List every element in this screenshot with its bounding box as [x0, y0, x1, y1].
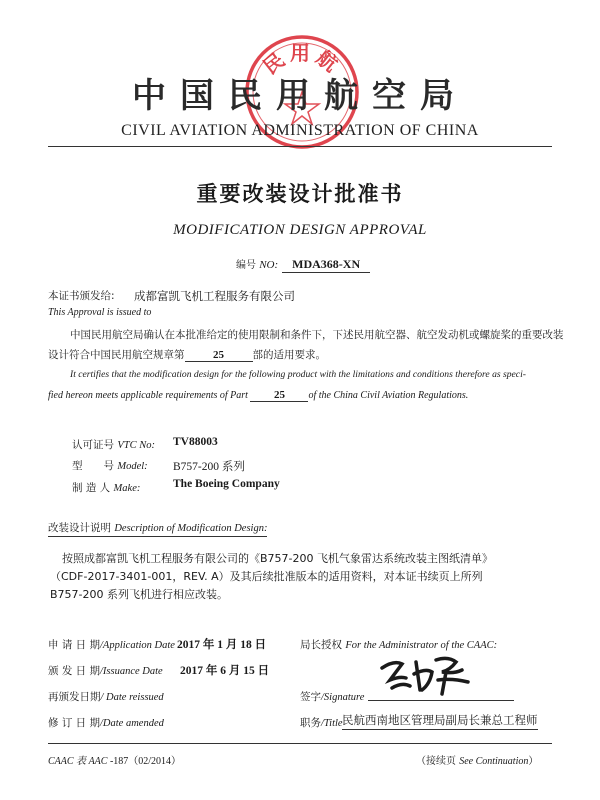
signature-label — [300, 689, 364, 704]
header-divider — [48, 146, 552, 147]
description-label — [48, 520, 267, 537]
statement-en-line1: It certifies that the modification design for the following product with the limitations and conditions therefore as speci- — [70, 369, 526, 380]
issued-to-label-cn: 本证书颁发给: — [48, 290, 115, 302]
description-line2: （CDF-2017-3401-001，REV. A）及其后续批准版本的适用资料，对本证书续页上所列 — [50, 570, 483, 583]
description-label-en: Description of Modification Design: — [114, 523, 268, 534]
continuation-close: ） — [528, 756, 539, 767]
handwritten-signature — [372, 650, 492, 700]
make-label — [72, 480, 140, 495]
title-label-cn: 职务 — [300, 717, 321, 729]
form-number — [48, 752, 181, 767]
amended-date-label — [48, 715, 164, 730]
description-line1: 按照成都富凯飞机工程服务有限公司的《B757-200 飞机气象雷达系统改装主图纸清单》 — [62, 552, 494, 565]
form-code-en: AAC — [88, 756, 108, 767]
application-date-label-cn: 申 请 日 期 — [48, 639, 101, 651]
statement-en-part: 25 — [250, 389, 308, 402]
issuance-date-label — [48, 663, 163, 678]
vtc-value: TV88003 — [173, 436, 218, 448]
statement-cn-line1: 中国民用航空局确认在本批准给定的使用限制和条件下，下述民用航空器、航空发动机或螺旋桨的重要改装 — [70, 329, 564, 341]
statement-en-line2-pre: fied hereon meets applicable requirements of Part — [48, 390, 248, 401]
reissued-date-label-en: / Date reissued — [100, 692, 164, 703]
statement-cn-line2-pre: 设计符合中国民用航空规章第 — [48, 349, 185, 361]
issued-to-label-en: This Approval is issued to — [48, 307, 152, 318]
title-label-en: /Title — [321, 718, 343, 729]
org-name-en: CIVIL AVIATION ADMINISTRATION OF CHINA — [121, 122, 479, 139]
vtc-label-en: VTC No: — [117, 440, 155, 451]
make-value: The Boeing Company — [173, 478, 280, 490]
continuation-cn: （接续页 — [416, 756, 456, 767]
application-date-label-en: /Application Date — [100, 640, 175, 651]
description-line3: B757-200 系列飞机进行相应改装。 — [50, 588, 229, 601]
statement-en-line2-post: of the China Civil Aviation Regulations. — [308, 390, 469, 401]
cert-number — [236, 256, 370, 273]
issuance-date-label-en: /Issuance Date — [100, 666, 163, 677]
model-label-cn: 型 号 — [72, 460, 114, 472]
authority-cn: 局长授权 — [300, 639, 342, 651]
statement-cn-part: 25 — [185, 349, 253, 362]
statement-en-line2 — [48, 389, 468, 402]
model-label-en: Model: — [117, 461, 148, 472]
form-code-no: -187（02/2014） — [109, 756, 182, 767]
cert-number-label-en: NO: — [259, 259, 279, 271]
make-label-en: Make: — [113, 483, 141, 494]
signature-label-en: /Signature — [321, 692, 365, 703]
doc-title-en: MODIFICATION DESIGN APPROVAL — [173, 222, 427, 238]
title-value: 民航西南地区管理局副局长兼总工程师 — [342, 711, 538, 730]
reissued-date-label-cn: 再颁发日期 — [48, 691, 101, 703]
issued-to-value: 成都富凯飞机工程服务有限公司 — [134, 289, 295, 303]
cert-number-label-cn: 编号 — [236, 260, 256, 271]
amended-date-label-cn: 修 订 日 期 — [48, 717, 101, 729]
description-label-cn: 改装设计说明 — [48, 522, 111, 534]
seal-text: 民用航 — [258, 41, 346, 80]
authority-en: For the Administrator of the CAAC: — [345, 640, 498, 651]
org-name-cn: 中国民用航空局 — [132, 76, 468, 116]
cert-number-value: MDA368-XN — [282, 257, 370, 273]
form-code-cn: CAAC 表 — [48, 756, 87, 767]
signature-line — [368, 700, 514, 701]
issuance-date-value: 2017 年 6 月 15 日 — [180, 665, 270, 677]
issuance-date-label-cn: 颁 发 日 期 — [48, 665, 101, 677]
model-value: B757-200 系列 — [173, 461, 245, 473]
doc-title-cn: 重要改装设计批准书 — [196, 182, 404, 206]
continuation-en: See Continuation — [459, 756, 529, 767]
statement-cn-line2-post: 部的适用要求。 — [252, 349, 326, 361]
application-date-value: 2017 年 1 月 18 日 — [177, 639, 267, 651]
make-label-cn: 制 造 人 — [72, 482, 111, 494]
amended-date-label-en: /Date amended — [100, 718, 164, 729]
statement-cn-line2 — [48, 347, 326, 362]
vtc-label-cn: 认可证号 — [72, 439, 114, 451]
reissued-date-label — [48, 689, 164, 704]
continuation-note — [416, 752, 538, 767]
signature-label-cn: 签字 — [300, 691, 321, 703]
model-label — [72, 458, 148, 473]
application-date-label — [48, 637, 175, 652]
vtc-label — [72, 437, 155, 452]
title-label — [300, 715, 343, 730]
footer-divider — [48, 743, 552, 744]
